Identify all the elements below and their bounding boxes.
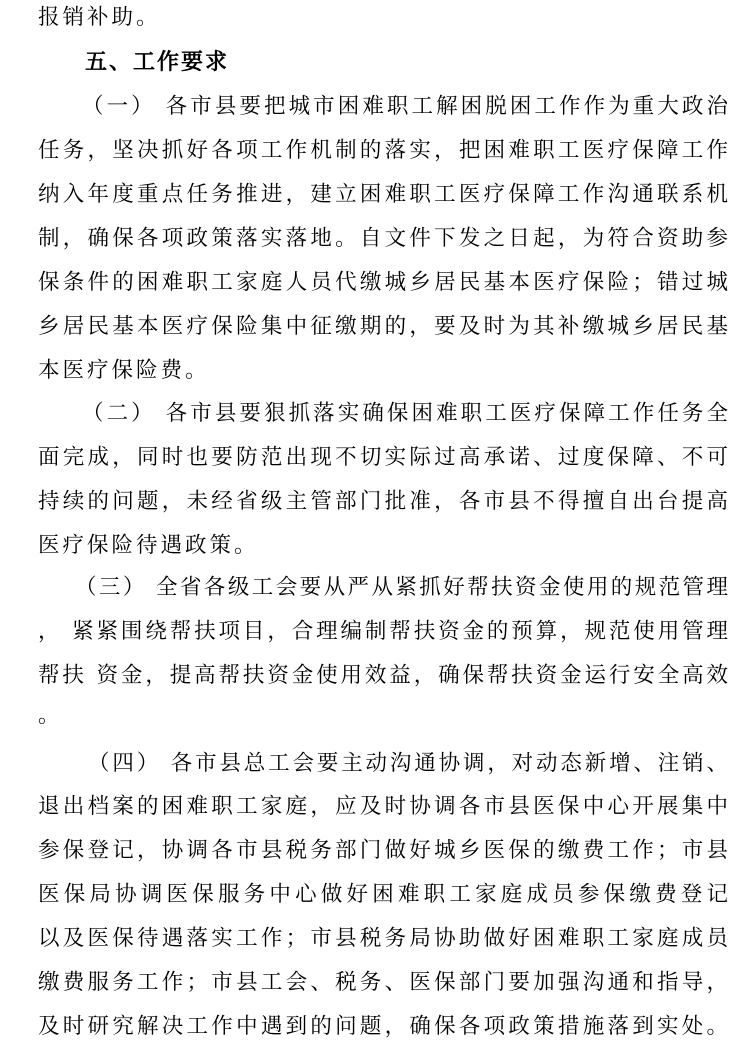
paragraph-4-line-5: 以及医保待遇落实工作；市县税务局协助做好困难职工家庭成员: [38, 926, 728, 951]
paragraph-1-line-2: 任务，坚决抓好各项工作机制的落实，把困难职工医疗保障工作: [38, 138, 728, 163]
paragraph-2-line-2: 面完成，同时也要防范出现不切实际过高承诺、过度保障、不可: [38, 445, 728, 470]
paragraph-2-line-4: 医疗保险待遇政策。: [38, 533, 259, 558]
paragraph-1-line-3: 纳入年度重点任务推进，建立困难职工医疗保障工作沟通联系机: [38, 182, 728, 207]
paragraph-3-line-3: 帮扶 资金，提高帮扶资金使用效益，确保帮扶资金运行安全高效: [38, 663, 728, 688]
paragraph-3-line-4: 。: [38, 703, 63, 728]
paragraph-2-line-3: 持续的问题，未经省级主管部门批准，各市县不得擅自出台提高: [38, 489, 728, 514]
paragraph-4-line-3: 参保登记，协调各市县税务部门做好城乡医保的缴费工作；市县: [38, 838, 728, 863]
paragraph-1-line-4: 制，确保各项政策落实落地。自文件下发之日起，为符合资助参: [38, 226, 728, 251]
paragraph-2-line-1: （二） 各市县要狠抓落实确保困难职工医疗保障工作任务全: [82, 401, 728, 426]
paragraph-4-line-4: 医保局协调医保服务中心做好困难职工家庭成员参保缴费登记: [38, 882, 728, 907]
paragraph-4-line-1: （四） 各市县总工会要主动沟通协调，对动态新增、注销、: [88, 751, 728, 776]
paragraph-1-line-6: 乡居民基本医疗保险集中征缴期的，要及时为其补缴城乡居民基: [38, 314, 728, 339]
paragraph-1-line-5: 保条件的困难职工家庭人员代缴城乡居民基本医疗保险；错过城: [38, 270, 728, 295]
paragraph-3-line-2: ， 紧紧围绕帮扶项目，合理编制帮扶资金的预算，规范使用管理: [38, 619, 728, 644]
section-heading: 五、工作要求: [85, 50, 230, 75]
paragraph-4-line-2: 退出档案的困难职工家庭，应及时协调各市县医保中心开展集中: [38, 794, 728, 819]
paragraph-1-line-7: 本医疗保险费。: [38, 358, 210, 383]
paragraph-3-line-1: （三） 全省各级工会要从严从紧抓好帮扶资金使用的规范管理: [75, 575, 728, 600]
paragraph-4-line-6: 缴费服务工作；市县工会、税务、医保部门要加强沟通和指导，: [38, 970, 728, 995]
paragraph-4-line-7: 及时研究解决工作中遇到的问题，确保各项政策措施落到实处。: [38, 1014, 728, 1039]
paragraph-1-line-1: （一） 各市县要把城市困难职工解困脱困工作作为重大政治: [82, 94, 728, 119]
text-line: 报销补助。: [38, 5, 161, 30]
